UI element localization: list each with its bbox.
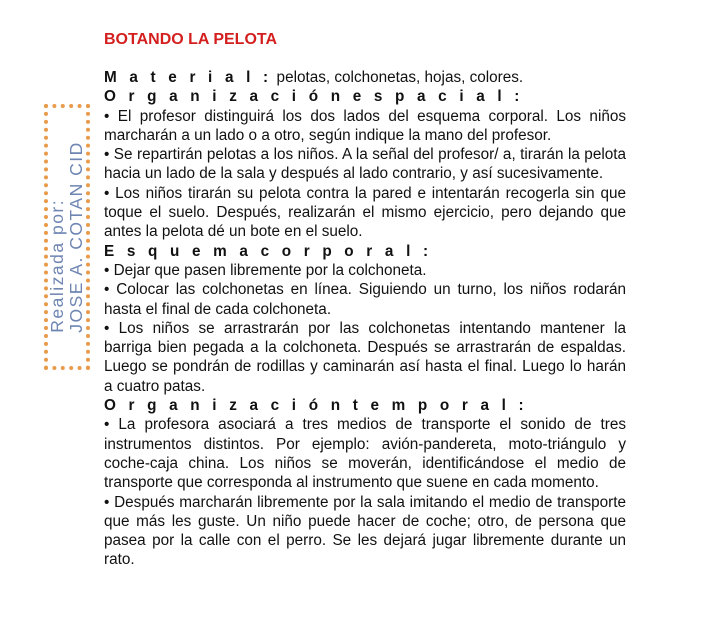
list-item: • Los niños tirarán su pelota contra la pared e intentarán recogerla sin que toque el suelo. Después, realizarán el mismo ejercicio, pero dejando que antes la pelota dé un bote en el suelo.: [104, 184, 626, 241]
author-stamp-line-1: Realizada por:: [47, 198, 67, 333]
author-stamp-text: [48, 141, 86, 332]
list-item: • Dejar que pasen libremente por la colchoneta.: [104, 261, 427, 279]
document-body: [104, 68, 626, 570]
list-item: • Los niños se arrastrarán por las colchonetas intentando mantener la barriga bien pegada a la colchoneta. Después se arrastrarán de espaldas. Luego se pondrán de rodillas y caminarán así hasta el final. Luego lo harán a cuatro patas.: [104, 319, 626, 395]
page-title: BOTANDO LA PELOTA: [104, 31, 278, 48]
author-stamp-line-2: JOSE A. COTAN CID: [66, 141, 86, 333]
list-item: • Después marcharán libremente por la sala imitando el medio de transporte que más les guste. Un niño puede hacer de coche; otro, de persona que pasea por la calle con el perro. Se les dejará jugar libremente durante un rato.: [104, 493, 626, 569]
list-item: • Colocar las colchonetas en línea. Siguiendo un turno, los niños rodarán hasta el final de cada colchoneta.: [104, 281, 626, 318]
material-text: pelotas, colchonetas, hojas, colores.: [272, 69, 524, 86]
material-heading: M a t e r i a l :: [104, 69, 273, 86]
organizacion-temporal-heading: O r g a n i z a c i ó n t e m p o r a l :: [104, 397, 528, 415]
list-item: • La profesora asociará a tres medios de transporte el sonido de tres instrumentos distintos. Por ejemplo: avión-pandereta, moto-triángulo y coche-caja china. Los niños se moverán, identificándose el medio de transporte que corresponda al instrumento que suene en cada momento.: [104, 416, 626, 492]
list-item: • Se repartirán pelotas a los niños. A la señal del profesor/ a, tirarán la pelota hacia un lado de la sala y después al lado contrario, y así sucesivamente.: [104, 146, 626, 183]
author-stamp: [44, 104, 90, 370]
material-paragraph: [104, 68, 626, 87]
esquema-corporal-heading: E s q u e m a c o r p o r a l :: [104, 242, 433, 260]
organizacion-espacial-heading: O r g a n i z a c i ó n e s p a c i a l :: [104, 88, 524, 106]
list-item: • El profesor distinguirá los dos lados del esquema corporal. Los niños marcharán a un lado o a otro, según indique la mano del profesor.: [104, 107, 626, 144]
